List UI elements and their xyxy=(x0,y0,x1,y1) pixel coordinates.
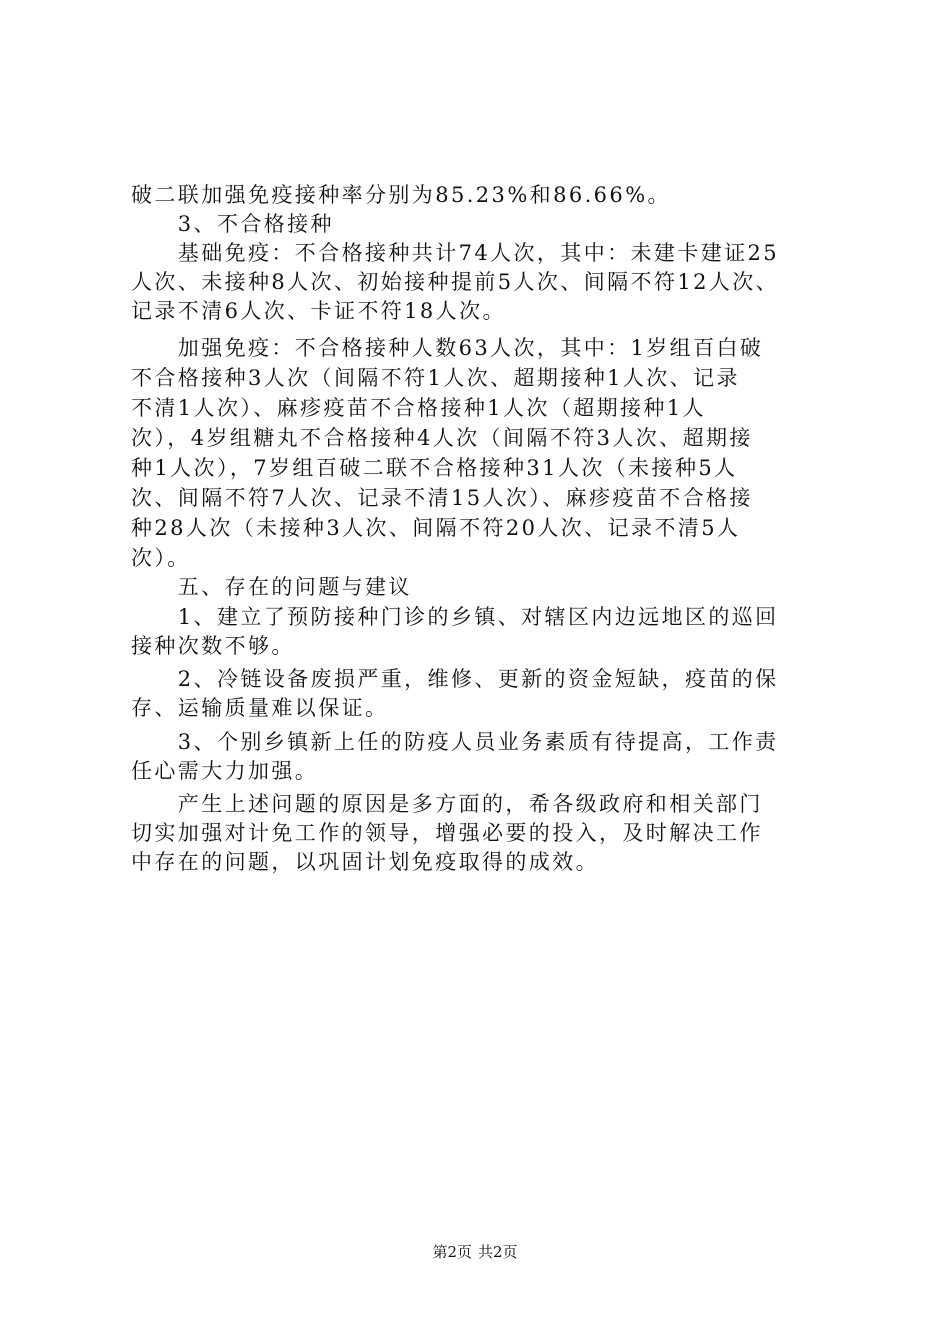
page-number: 第2页 xyxy=(432,1243,472,1261)
text-line: 种28人次（未接种3人次、间隔不符20人次、记录不清5人 xyxy=(131,516,741,540)
text-line: 接种次数不够。 xyxy=(131,634,295,658)
text-line: 人次、未接种8人次、初始接种提前5人次、间隔不符12人次、 xyxy=(131,270,780,294)
text-line: 2、冷链设备废损严重，维修、更新的资金短缺，疫苗的保 xyxy=(131,667,779,691)
text-line: 基础免疫：不合格接种共计74人次，其中：未建卡建证25 xyxy=(131,241,780,265)
text-line: 次、间隔不符7人次、记录不清15人次）、麻疹疫苗不合格接 xyxy=(131,486,753,510)
text-line: 次），4岁组糖丸不合格接种4人次（间隔不符3人次、超期接 xyxy=(131,426,753,450)
text-line: 任心需大力加强。 xyxy=(131,759,319,783)
text-line: 破二联加强免疫接种率分别为85.23%和86.66%。 xyxy=(131,183,671,207)
text-line: 中存在的问题，以巩固计划免疫取得的成效。 xyxy=(131,850,599,874)
text-line: 加强免疫：不合格接种人数63人次，其中：1岁组百白破 xyxy=(131,336,764,360)
page-total: 共2页 xyxy=(478,1243,518,1261)
text-line: 种1人次），7岁组百破二联不合格接种31人次（未接种5人 xyxy=(131,456,738,480)
text-line: 存、运输质量难以保证。 xyxy=(131,696,389,720)
text-line: 记录不清6人次、卡证不符18人次。 xyxy=(131,299,506,323)
section-heading: 3、不合格接种 xyxy=(131,212,334,236)
text-line: 切实加强对计免工作的领导，增强必要的投入，及时解决工作 xyxy=(131,821,763,845)
section-heading: 五、存在的问题与建议 xyxy=(131,575,412,599)
text-line: 产生上述问题的原因是多方面的，希各级政府和相关部门 xyxy=(131,792,763,816)
text-line: 1、建立了预防接种门诊的乡镇、对辖区内边远地区的巡回 xyxy=(131,605,779,629)
text-line: 3、个别乡镇新上任的防疫人员业务素质有待提高，工作责 xyxy=(131,730,779,754)
text-line: 次）。 xyxy=(131,546,191,570)
page-footer xyxy=(0,1242,950,1262)
text-line: 不合格接种3人次（间隔不符1人次、超期接种1人次、记录 xyxy=(131,366,740,390)
text-line: 不清1人次）、麻疹疫苗不合格接种1人次（超期接种1人 xyxy=(131,396,706,420)
